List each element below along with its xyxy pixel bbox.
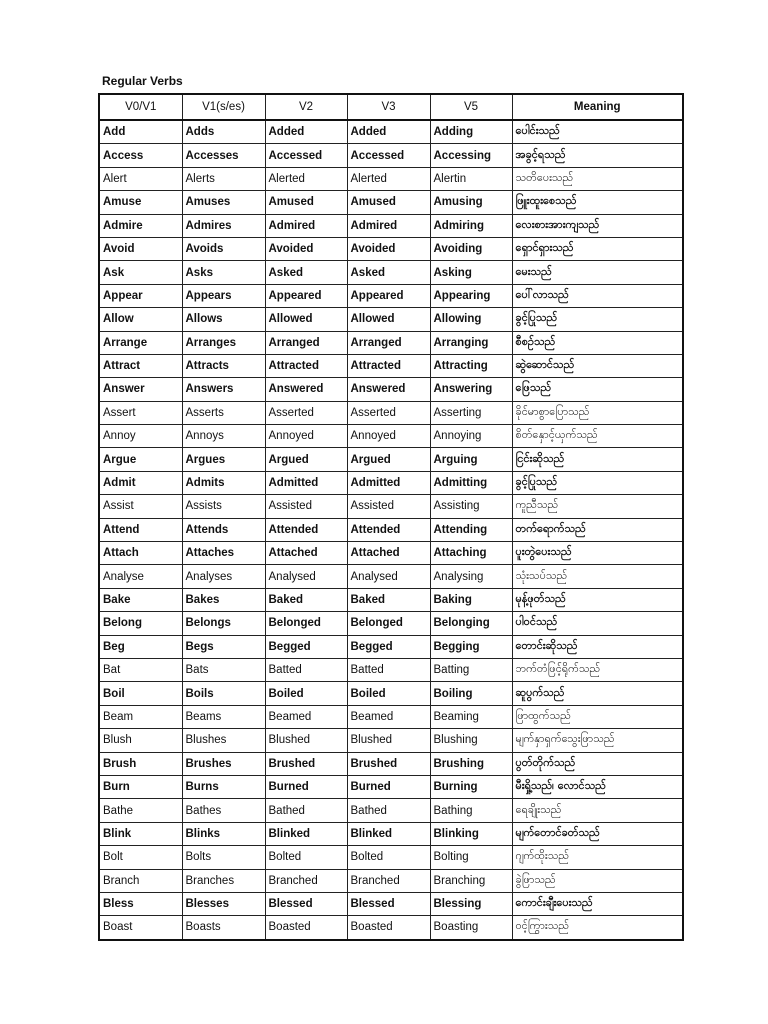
table-row	[99, 284, 683, 307]
cell-v2: Bolted	[265, 846, 347, 869]
cell-meaning: ခိုင်မာစွာပြောသည်	[512, 401, 683, 424]
table-row	[99, 401, 683, 424]
cell-v1-s-es: Argues	[182, 448, 265, 471]
cell-v2: Argued	[265, 448, 347, 471]
cell-v1-s-es: Avoids	[182, 237, 265, 260]
cell-meaning: ပေါင်းသည်	[512, 120, 683, 144]
cell-v0-v1: Answer	[99, 378, 182, 401]
cell-v3: Analysed	[347, 565, 430, 588]
cell-v5: Appearing	[430, 284, 512, 307]
table-row	[99, 378, 683, 401]
cell-v2: Appeared	[265, 284, 347, 307]
table-row	[99, 752, 683, 775]
cell-v0-v1: Bathe	[99, 799, 182, 822]
cell-meaning: ဂျက်ထိုးသည်	[512, 846, 683, 869]
cell-v3: Boiled	[347, 682, 430, 705]
cell-meaning: မုန့်ဖုတ်သည်	[512, 588, 683, 611]
cell-v0-v1: Beg	[99, 635, 182, 658]
cell-v1-s-es: Blinks	[182, 822, 265, 845]
cell-v2: Analysed	[265, 565, 347, 588]
cell-meaning: ခွင့်ပြုသည်	[512, 308, 683, 331]
cell-meaning: မျက်နှာရှက်သွေးဖြာသည်	[512, 729, 683, 752]
cell-v2: Attracted	[265, 354, 347, 377]
cell-meaning: ဆွဲဆောင်သည်	[512, 354, 683, 377]
cell-v1-s-es: Bakes	[182, 588, 265, 611]
cell-v1-s-es: Branches	[182, 869, 265, 892]
cell-v5: Asking	[430, 261, 512, 284]
cell-v5: Bathing	[430, 799, 512, 822]
cell-v3: Asked	[347, 261, 430, 284]
cell-v5: Amusing	[430, 191, 512, 214]
cell-v0-v1: Boast	[99, 916, 182, 940]
table-row	[99, 729, 683, 752]
table-row	[99, 331, 683, 354]
cell-v2: Arranged	[265, 331, 347, 354]
cell-v1-s-es: Admits	[182, 471, 265, 494]
cell-meaning: တက်ရောက်သည်	[512, 518, 683, 541]
cell-v5: Admiring	[430, 214, 512, 237]
cell-v2: Blushed	[265, 729, 347, 752]
cell-v0-v1: Brush	[99, 752, 182, 775]
cell-v3: Blinked	[347, 822, 430, 845]
cell-v2: Attached	[265, 542, 347, 565]
cell-meaning: ပွတ်တိုက်သည်	[512, 752, 683, 775]
cell-v5: Arguing	[430, 448, 512, 471]
header-v1-s-es: V1(s/es)	[182, 94, 265, 120]
cell-meaning: စိတ်နှောင့်ယှက်သည်	[512, 425, 683, 448]
cell-meaning: ဖြေသည်	[512, 378, 683, 401]
cell-v0-v1: Beam	[99, 705, 182, 728]
cell-v5: Attracting	[430, 354, 512, 377]
cell-v0-v1: Burn	[99, 775, 182, 798]
cell-v1-s-es: Attaches	[182, 542, 265, 565]
cell-v2: Blinked	[265, 822, 347, 845]
cell-v2: Bathed	[265, 799, 347, 822]
cell-v5: Beaming	[430, 705, 512, 728]
cell-v2: Boasted	[265, 916, 347, 940]
cell-meaning: ဆူပွက်သည်	[512, 682, 683, 705]
cell-meaning: ရေချိုးသည်	[512, 799, 683, 822]
cell-v0-v1: Avoid	[99, 237, 182, 260]
cell-v3: Annoyed	[347, 425, 430, 448]
cell-v1-s-es: Asks	[182, 261, 265, 284]
cell-v1-s-es: Brushes	[182, 752, 265, 775]
cell-v5: Baking	[430, 588, 512, 611]
cell-v0-v1: Add	[99, 120, 182, 144]
table-row	[99, 354, 683, 377]
cell-v1-s-es: Admires	[182, 214, 265, 237]
cell-v5: Alertin	[430, 167, 512, 190]
table-row	[99, 869, 683, 892]
cell-meaning: သုံးသပ်သည်	[512, 565, 683, 588]
cell-v1-s-es: Attends	[182, 518, 265, 541]
cell-v2: Batted	[265, 658, 347, 681]
cell-v3: Argued	[347, 448, 430, 471]
cell-v2: Burned	[265, 775, 347, 798]
table-row	[99, 799, 683, 822]
cell-v5: Blinking	[430, 822, 512, 845]
cell-v1-s-es: Adds	[182, 120, 265, 144]
cell-v3: Added	[347, 120, 430, 144]
cell-v1-s-es: Answers	[182, 378, 265, 401]
cell-v1-s-es: Amuses	[182, 191, 265, 214]
table-row	[99, 822, 683, 845]
cell-v5: Accessing	[430, 144, 512, 167]
cell-v2: Answered	[265, 378, 347, 401]
cell-v3: Accessed	[347, 144, 430, 167]
cell-v1-s-es: Accesses	[182, 144, 265, 167]
cell-v1-s-es: Assists	[182, 495, 265, 518]
cell-v2: Asked	[265, 261, 347, 284]
cell-v2: Begged	[265, 635, 347, 658]
table-row	[99, 214, 683, 237]
table-row	[99, 892, 683, 915]
cell-v0-v1: Admit	[99, 471, 182, 494]
cell-v1-s-es: Attracts	[182, 354, 265, 377]
table-row	[99, 237, 683, 260]
cell-meaning: ရှောင်ရှားသည်	[512, 237, 683, 260]
header-v2: V2	[265, 94, 347, 120]
cell-v1-s-es: Alerts	[182, 167, 265, 190]
cell-v3: Avoided	[347, 237, 430, 260]
cell-v3: Branched	[347, 869, 430, 892]
cell-meaning: သတိပေးသည်	[512, 167, 683, 190]
cell-v2: Baked	[265, 588, 347, 611]
cell-v1-s-es: Bats	[182, 658, 265, 681]
cell-meaning: ခွဲဖြာသည်	[512, 869, 683, 892]
table-row	[99, 448, 683, 471]
cell-v0-v1: Bless	[99, 892, 182, 915]
cell-v5: Attending	[430, 518, 512, 541]
table-row	[99, 471, 683, 494]
cell-v3: Allowed	[347, 308, 430, 331]
cell-v0-v1: Appear	[99, 284, 182, 307]
cell-v3: Attended	[347, 518, 430, 541]
cell-v5: Admitting	[430, 471, 512, 494]
cell-meaning: လေးစားအားကျသည်	[512, 214, 683, 237]
cell-v1-s-es: Annoys	[182, 425, 265, 448]
cell-v0-v1: Amuse	[99, 191, 182, 214]
table-row	[99, 495, 683, 518]
cell-v1-s-es: Analyses	[182, 565, 265, 588]
header-row	[99, 94, 683, 120]
cell-v5: Bolting	[430, 846, 512, 869]
cell-v3: Brushed	[347, 752, 430, 775]
cell-v5: Boasting	[430, 916, 512, 940]
cell-meaning: ကောင်းချီးပေးသည်	[512, 892, 683, 915]
cell-v1-s-es: Blesses	[182, 892, 265, 915]
header-v5: V5	[430, 94, 512, 120]
cell-meaning: ဖြာထွက်သည်	[512, 705, 683, 728]
cell-v1-s-es: Blushes	[182, 729, 265, 752]
table-row	[99, 612, 683, 635]
cell-v1-s-es: Boils	[182, 682, 265, 705]
cell-v0-v1: Access	[99, 144, 182, 167]
table-header	[99, 94, 683, 120]
cell-v0-v1: Assert	[99, 401, 182, 424]
table-row	[99, 144, 683, 167]
cell-v5: Boiling	[430, 682, 512, 705]
cell-v3: Blushed	[347, 729, 430, 752]
cell-v2: Amused	[265, 191, 347, 214]
cell-v3: Attached	[347, 542, 430, 565]
cell-meaning: ပါဝင်သည်	[512, 612, 683, 635]
cell-v1-s-es: Belongs	[182, 612, 265, 635]
cell-v0-v1: Argue	[99, 448, 182, 471]
cell-v5: Allowing	[430, 308, 512, 331]
cell-v0-v1: Admire	[99, 214, 182, 237]
cell-v0-v1: Belong	[99, 612, 182, 635]
cell-v2: Asserted	[265, 401, 347, 424]
cell-v3: Amused	[347, 191, 430, 214]
cell-v2: Brushed	[265, 752, 347, 775]
cell-meaning: ဘက်တံဖြင့်ရိုက်သည်	[512, 658, 683, 681]
table-row	[99, 565, 683, 588]
table-row	[99, 425, 683, 448]
cell-v5: Attaching	[430, 542, 512, 565]
cell-v3: Arranged	[347, 331, 430, 354]
cell-v2: Accessed	[265, 144, 347, 167]
cell-meaning: ခွင့်ပြုသည်	[512, 471, 683, 494]
cell-v0-v1: Bat	[99, 658, 182, 681]
cell-v0-v1: Analyse	[99, 565, 182, 588]
table-row	[99, 518, 683, 541]
table-row	[99, 635, 683, 658]
cell-v5: Assisting	[430, 495, 512, 518]
cell-v5: Asserting	[430, 401, 512, 424]
cell-v3: Burned	[347, 775, 430, 798]
header-meaning: Meaning	[512, 94, 683, 120]
table-row	[99, 682, 683, 705]
cell-v0-v1: Assist	[99, 495, 182, 518]
cell-v2: Allowed	[265, 308, 347, 331]
cell-meaning: မေးသည်	[512, 261, 683, 284]
cell-v0-v1: Branch	[99, 869, 182, 892]
cell-v2: Alerted	[265, 167, 347, 190]
cell-v3: Alerted	[347, 167, 430, 190]
table-row	[99, 658, 683, 681]
cell-meaning: ငြင်းဆိုသည်	[512, 448, 683, 471]
cell-v3: Admitted	[347, 471, 430, 494]
cell-v3: Bathed	[347, 799, 430, 822]
cell-v3: Belonged	[347, 612, 430, 635]
cell-meaning: ပေါ်လာသည်	[512, 284, 683, 307]
cell-v1-s-es: Appears	[182, 284, 265, 307]
cell-v0-v1: Bolt	[99, 846, 182, 869]
cell-v2: Belonged	[265, 612, 347, 635]
cell-meaning: စီစဉ်သည်	[512, 331, 683, 354]
header-v3: V3	[347, 94, 430, 120]
cell-v0-v1: Allow	[99, 308, 182, 331]
cell-v2: Attended	[265, 518, 347, 541]
cell-meaning: ပူးတွဲပေးသည်	[512, 542, 683, 565]
cell-v0-v1: Ask	[99, 261, 182, 284]
cell-v5: Branching	[430, 869, 512, 892]
cell-v5: Blushing	[430, 729, 512, 752]
cell-v0-v1: Blink	[99, 822, 182, 845]
table-row	[99, 308, 683, 331]
cell-v5: Adding	[430, 120, 512, 144]
table-row	[99, 167, 683, 190]
cell-v5: Belonging	[430, 612, 512, 635]
table-row	[99, 191, 683, 214]
cell-meaning: ကူညီသည်	[512, 495, 683, 518]
cell-v1-s-es: Bathes	[182, 799, 265, 822]
table-body	[99, 120, 683, 940]
cell-meaning: အခွင့်ရသည်	[512, 144, 683, 167]
cell-v1-s-es: Beams	[182, 705, 265, 728]
cell-v0-v1: Arrange	[99, 331, 182, 354]
cell-v5: Brushing	[430, 752, 512, 775]
cell-meaning: ဖြူးထူးစေသည်	[512, 191, 683, 214]
cell-v5: Analysing	[430, 565, 512, 588]
cell-meaning: မျက်တောင်ခတ်သည်	[512, 822, 683, 845]
cell-v0-v1: Bake	[99, 588, 182, 611]
cell-v3: Blessed	[347, 892, 430, 915]
cell-v0-v1: Attend	[99, 518, 182, 541]
cell-v3: Admired	[347, 214, 430, 237]
cell-v0-v1: Attract	[99, 354, 182, 377]
cell-meaning: တောင်းဆိုသည်	[512, 635, 683, 658]
cell-v1-s-es: Burns	[182, 775, 265, 798]
cell-v5: Avoiding	[430, 237, 512, 260]
cell-v3: Beamed	[347, 705, 430, 728]
cell-v1-s-es: Allows	[182, 308, 265, 331]
table-row	[99, 542, 683, 565]
cell-v2: Added	[265, 120, 347, 144]
cell-v0-v1: Alert	[99, 167, 182, 190]
cell-v1-s-es: Asserts	[182, 401, 265, 424]
cell-v2: Boiled	[265, 682, 347, 705]
cell-v0-v1: Annoy	[99, 425, 182, 448]
cell-v2: Avoided	[265, 237, 347, 260]
cell-v5: Begging	[430, 635, 512, 658]
cell-v0-v1: Boil	[99, 682, 182, 705]
cell-v1-s-es: Boasts	[182, 916, 265, 940]
cell-v5: Answering	[430, 378, 512, 401]
table-row	[99, 588, 683, 611]
cell-v3: Attracted	[347, 354, 430, 377]
table-row	[99, 846, 683, 869]
cell-v1-s-es: Begs	[182, 635, 265, 658]
cell-meaning: မီးရှို့သည်၊ လောင်သည်	[512, 775, 683, 798]
header-v0-v1: V0/V1	[99, 94, 182, 120]
table-row	[99, 120, 683, 144]
table-row	[99, 916, 683, 940]
cell-v5: Annoying	[430, 425, 512, 448]
cell-v3: Answered	[347, 378, 430, 401]
cell-v2: Assisted	[265, 495, 347, 518]
cell-v5: Blessing	[430, 892, 512, 915]
cell-v3: Begged	[347, 635, 430, 658]
cell-v5: Batting	[430, 658, 512, 681]
cell-v3: Asserted	[347, 401, 430, 424]
cell-v3: Boasted	[347, 916, 430, 940]
cell-v2: Admired	[265, 214, 347, 237]
cell-v5: Arranging	[430, 331, 512, 354]
table-row	[99, 705, 683, 728]
cell-v0-v1: Attach	[99, 542, 182, 565]
cell-v2: Admitted	[265, 471, 347, 494]
cell-v3: Batted	[347, 658, 430, 681]
cell-v1-s-es: Bolts	[182, 846, 265, 869]
table-row	[99, 775, 683, 798]
cell-v2: Branched	[265, 869, 347, 892]
cell-meaning: ဝင့်ကြွားသည်	[512, 916, 683, 940]
cell-v1-s-es: Arranges	[182, 331, 265, 354]
cell-v0-v1: Blush	[99, 729, 182, 752]
cell-v3: Appeared	[347, 284, 430, 307]
table-row	[99, 261, 683, 284]
verbs-table	[98, 93, 684, 941]
cell-v3: Bolted	[347, 846, 430, 869]
cell-v3: Assisted	[347, 495, 430, 518]
cell-v5: Burning	[430, 775, 512, 798]
page-title: Regular Verbs	[102, 74, 183, 88]
cell-v3: Baked	[347, 588, 430, 611]
cell-v2: Blessed	[265, 892, 347, 915]
cell-v2: Beamed	[265, 705, 347, 728]
cell-v2: Annoyed	[265, 425, 347, 448]
